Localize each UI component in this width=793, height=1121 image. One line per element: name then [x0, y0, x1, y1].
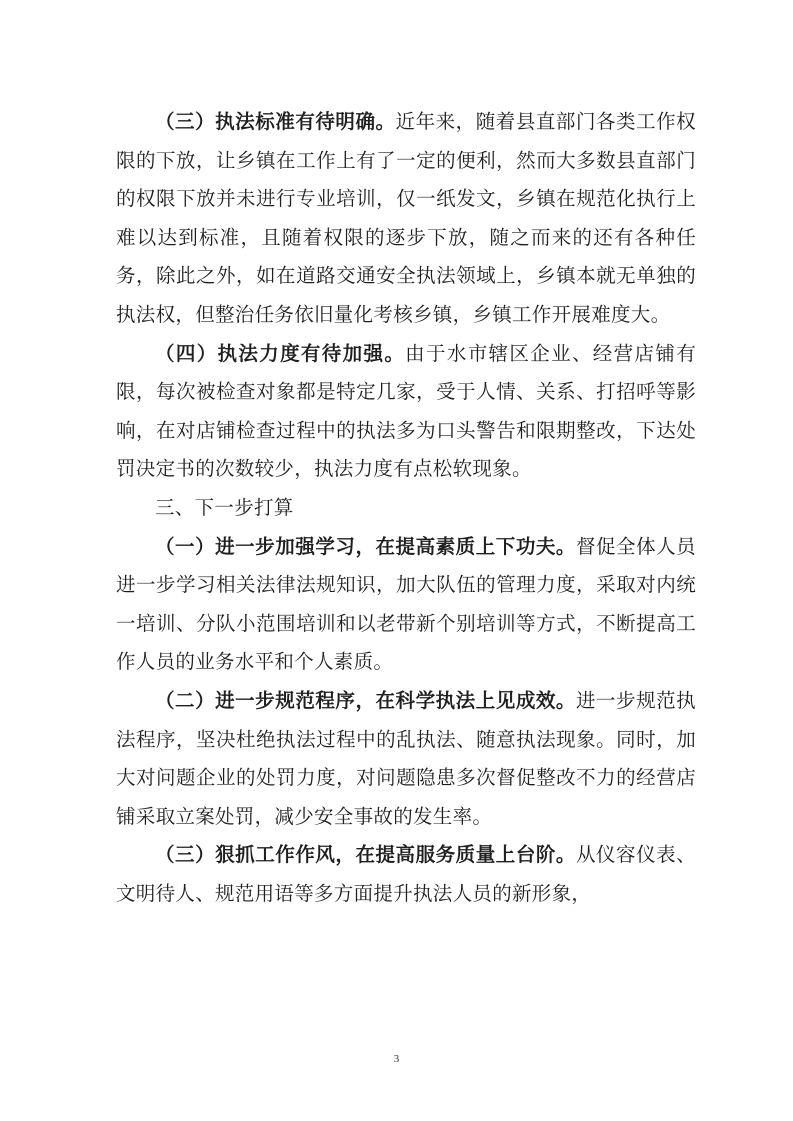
plan-procedure [116, 682, 696, 836]
plan-text: 从仪容仪表、文明待人、规范用语等多方面提升执法人员的新形象， [116, 843, 696, 905]
paragraph-standards [116, 103, 696, 335]
paragraph-lead: （三）执法标准有待明确。 [155, 110, 396, 133]
paragraph-text: 由于水市辖区企业、经营店铺有限，每次被检查对象都是特定几家，受于人情、关系、打招呼等影响，在对店铺检查过程中的执法多为口头警告和限期整改，下达处罚决定书的次数较少，执法力度有点松软现象。 [116, 341, 696, 481]
plan-lead: （一）进一步加强学习，在提高素质上下功夫。 [155, 534, 576, 558]
plan-text: 进一步规范执法程序，坚决杜绝执法过程中的乱执法、随意执法现象。同时，加大对问题企业的处罚力度，对问题隐患多次督促整改不力的经营店铺采取立案处罚，减少安全事故的发生率。 [116, 688, 696, 828]
document-body [116, 103, 696, 913]
page-number: 3 [393, 1053, 400, 1065]
section-heading: 三、下一步打算 [155, 495, 294, 519]
paragraph-lead: （四）执法力度有待加强。 [155, 341, 406, 365]
paragraph-enforcement [116, 335, 696, 489]
paragraph-text: 近年来，随着县直部门各类工作权限的下放，让乡镇在工作上有了一定的便利，然而大多数县直部门的权限下放并未进行专业培训，仅一纸发文，乡镇在规范化执行上难以达到标准，且随着权限的逐步下放，随之而来的还有各种任务，除此之外，如在道路交通安全执法领域上，乡镇本就无单独的执法权，但整治任务依旧量化考核乡镇，乡镇工作开展难度大。 [116, 110, 696, 326]
plan-text: 督促全体人员进一步学习相关法律法规知识，加大队伍的管理力度，采取对内统一培训、分队小范围培训和以老带新个别培训等方式，不断提高工作人员的业务水平和个人素质。 [116, 534, 696, 674]
plan-work-style [116, 836, 696, 913]
plan-lead: （三）狠抓工作作风，在提高服务质量上台阶。 [155, 843, 576, 867]
plan-lead: （二）进一步规范程序，在科学执法上见成效。 [155, 688, 576, 712]
plan-study [116, 528, 696, 682]
